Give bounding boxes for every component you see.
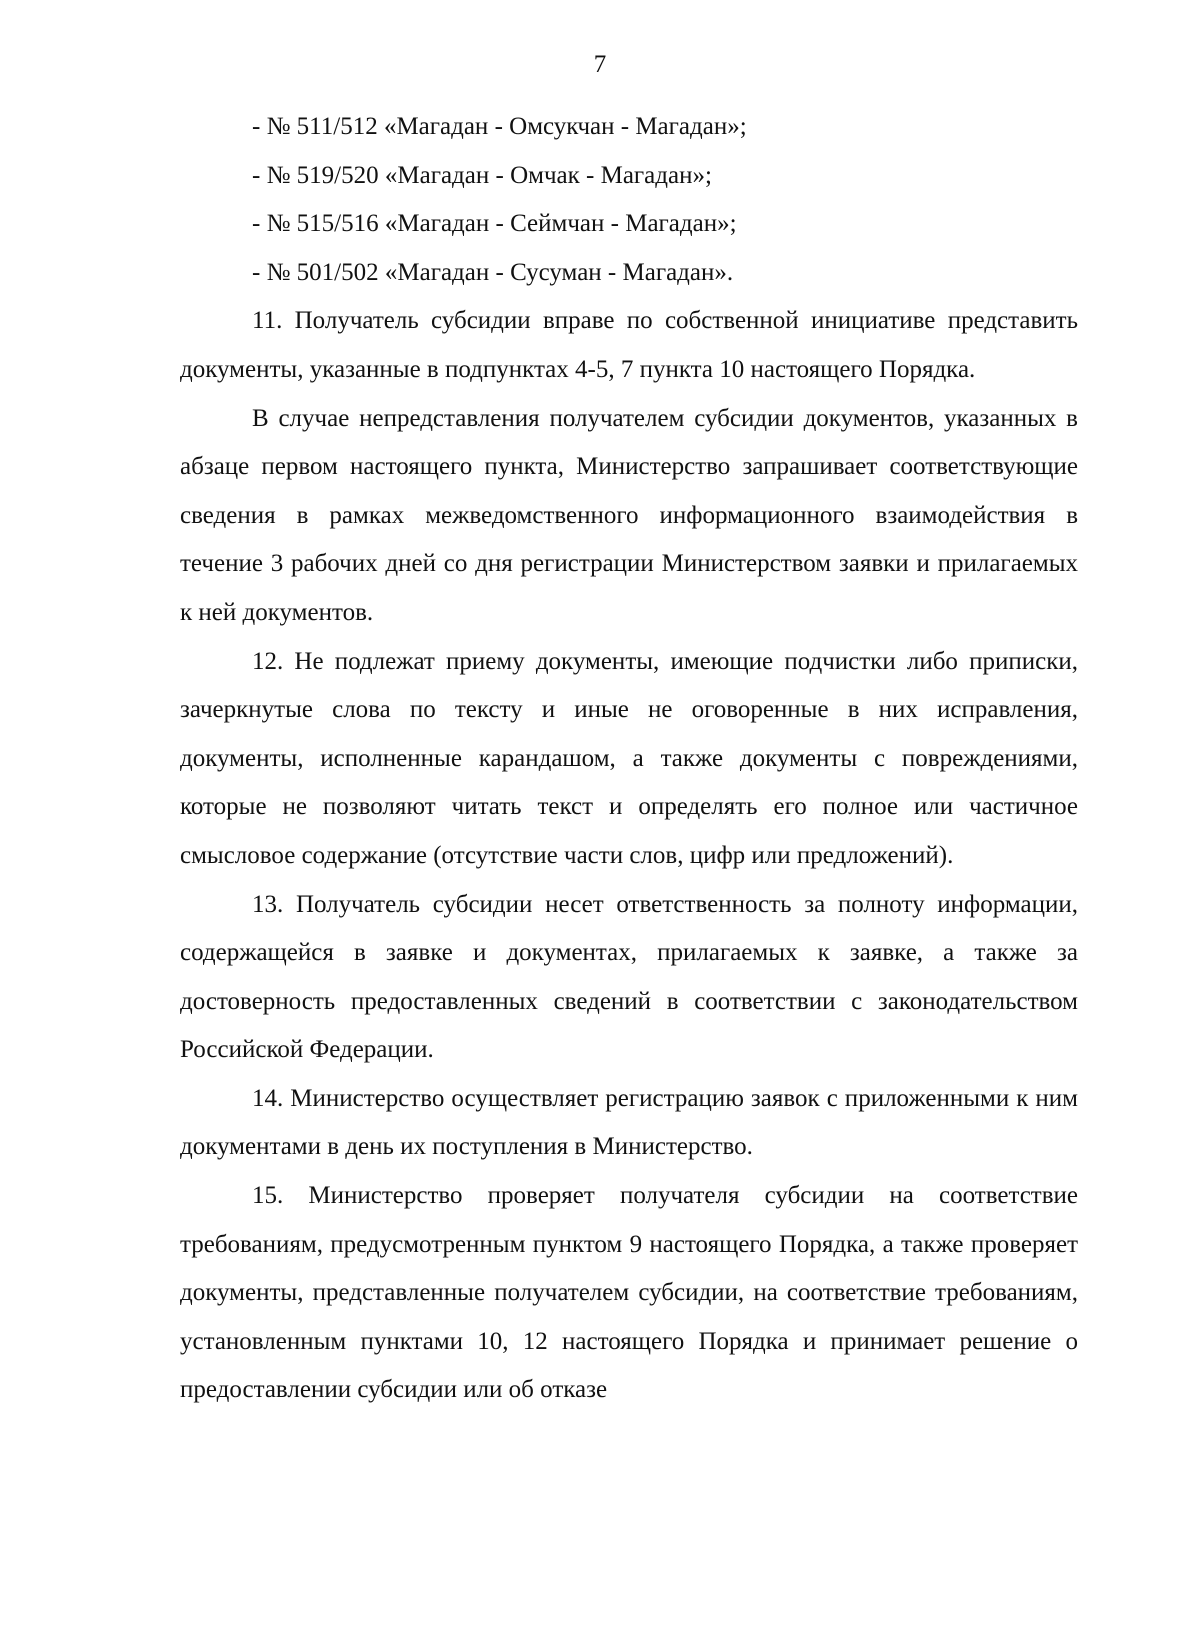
route-item: - № 501/502 «Магадан - Сусуман - Магадан». [252,258,734,286]
paragraph-12: 12. Не подлежат приему документы, имеющие подчистки либо приписки, зачеркнутые слова по тексту и иные не оговоренные в них исправления, документы, исполненные карандашом, а также документы с повреждениями, которые не позволяют читать текст и определять его полное или частичное смысловое содержание (отсутствие части слов, цифр или предложений). [180,647,1078,869]
paragraph-15: 15. Министерство проверяет получателя субсидии на соответствие требованиям, предусмотренным пунктом 9 настоящего Порядка, а также проверяет документы, представленные получателем субсидии, на соответствие требованиям, установленным пунктами 10, 12 настоящего Порядка и принимает решение о предоставлении субсидии или об отказе [180,1182,1078,1404]
document-body [180,103,1078,1415]
paragraph-14: 14. Министерство осуществляет регистрацию заявок с приложенными к ним документами в день их поступления в Министерство. [180,1084,1078,1161]
route-item: - № 519/520 «Магадан - Омчак - Магадан»; [252,161,712,189]
route-item: - № 511/512 «Магадан - Омсукчан - Магадан»; [252,113,747,140]
paragraph-11-continued: В случае непредставления получателем субсидии документов, указанных в абзаце первом настоящего пункта, Министерство запрашивает соответствующие сведения в рамках межведомственного информационного взаимодействия в течение 3 рабочих дней со дня регистрации Министерством заявки и прилагаемых к ней документов. [180,404,1078,626]
paragraph-11: 11. Получатель субсидии вправе по собственной инициативе представить документы, указанные в подпунктах 4-5, 7 пункта 10 настоящего Порядка. [180,307,1078,383]
route-item: - № 515/516 «Магадан - Сеймчан - Магадан»; [252,210,737,238]
page-number: 7 [593,51,607,78]
paragraph-13: 13. Получатель субсидии несет ответственность за полноту информации, содержащейся в заявке и документах, прилагаемых к заявке, а также за достоверность предоставленных сведений в соответствии с законодательством Российской Федерации. [180,890,1078,1064]
